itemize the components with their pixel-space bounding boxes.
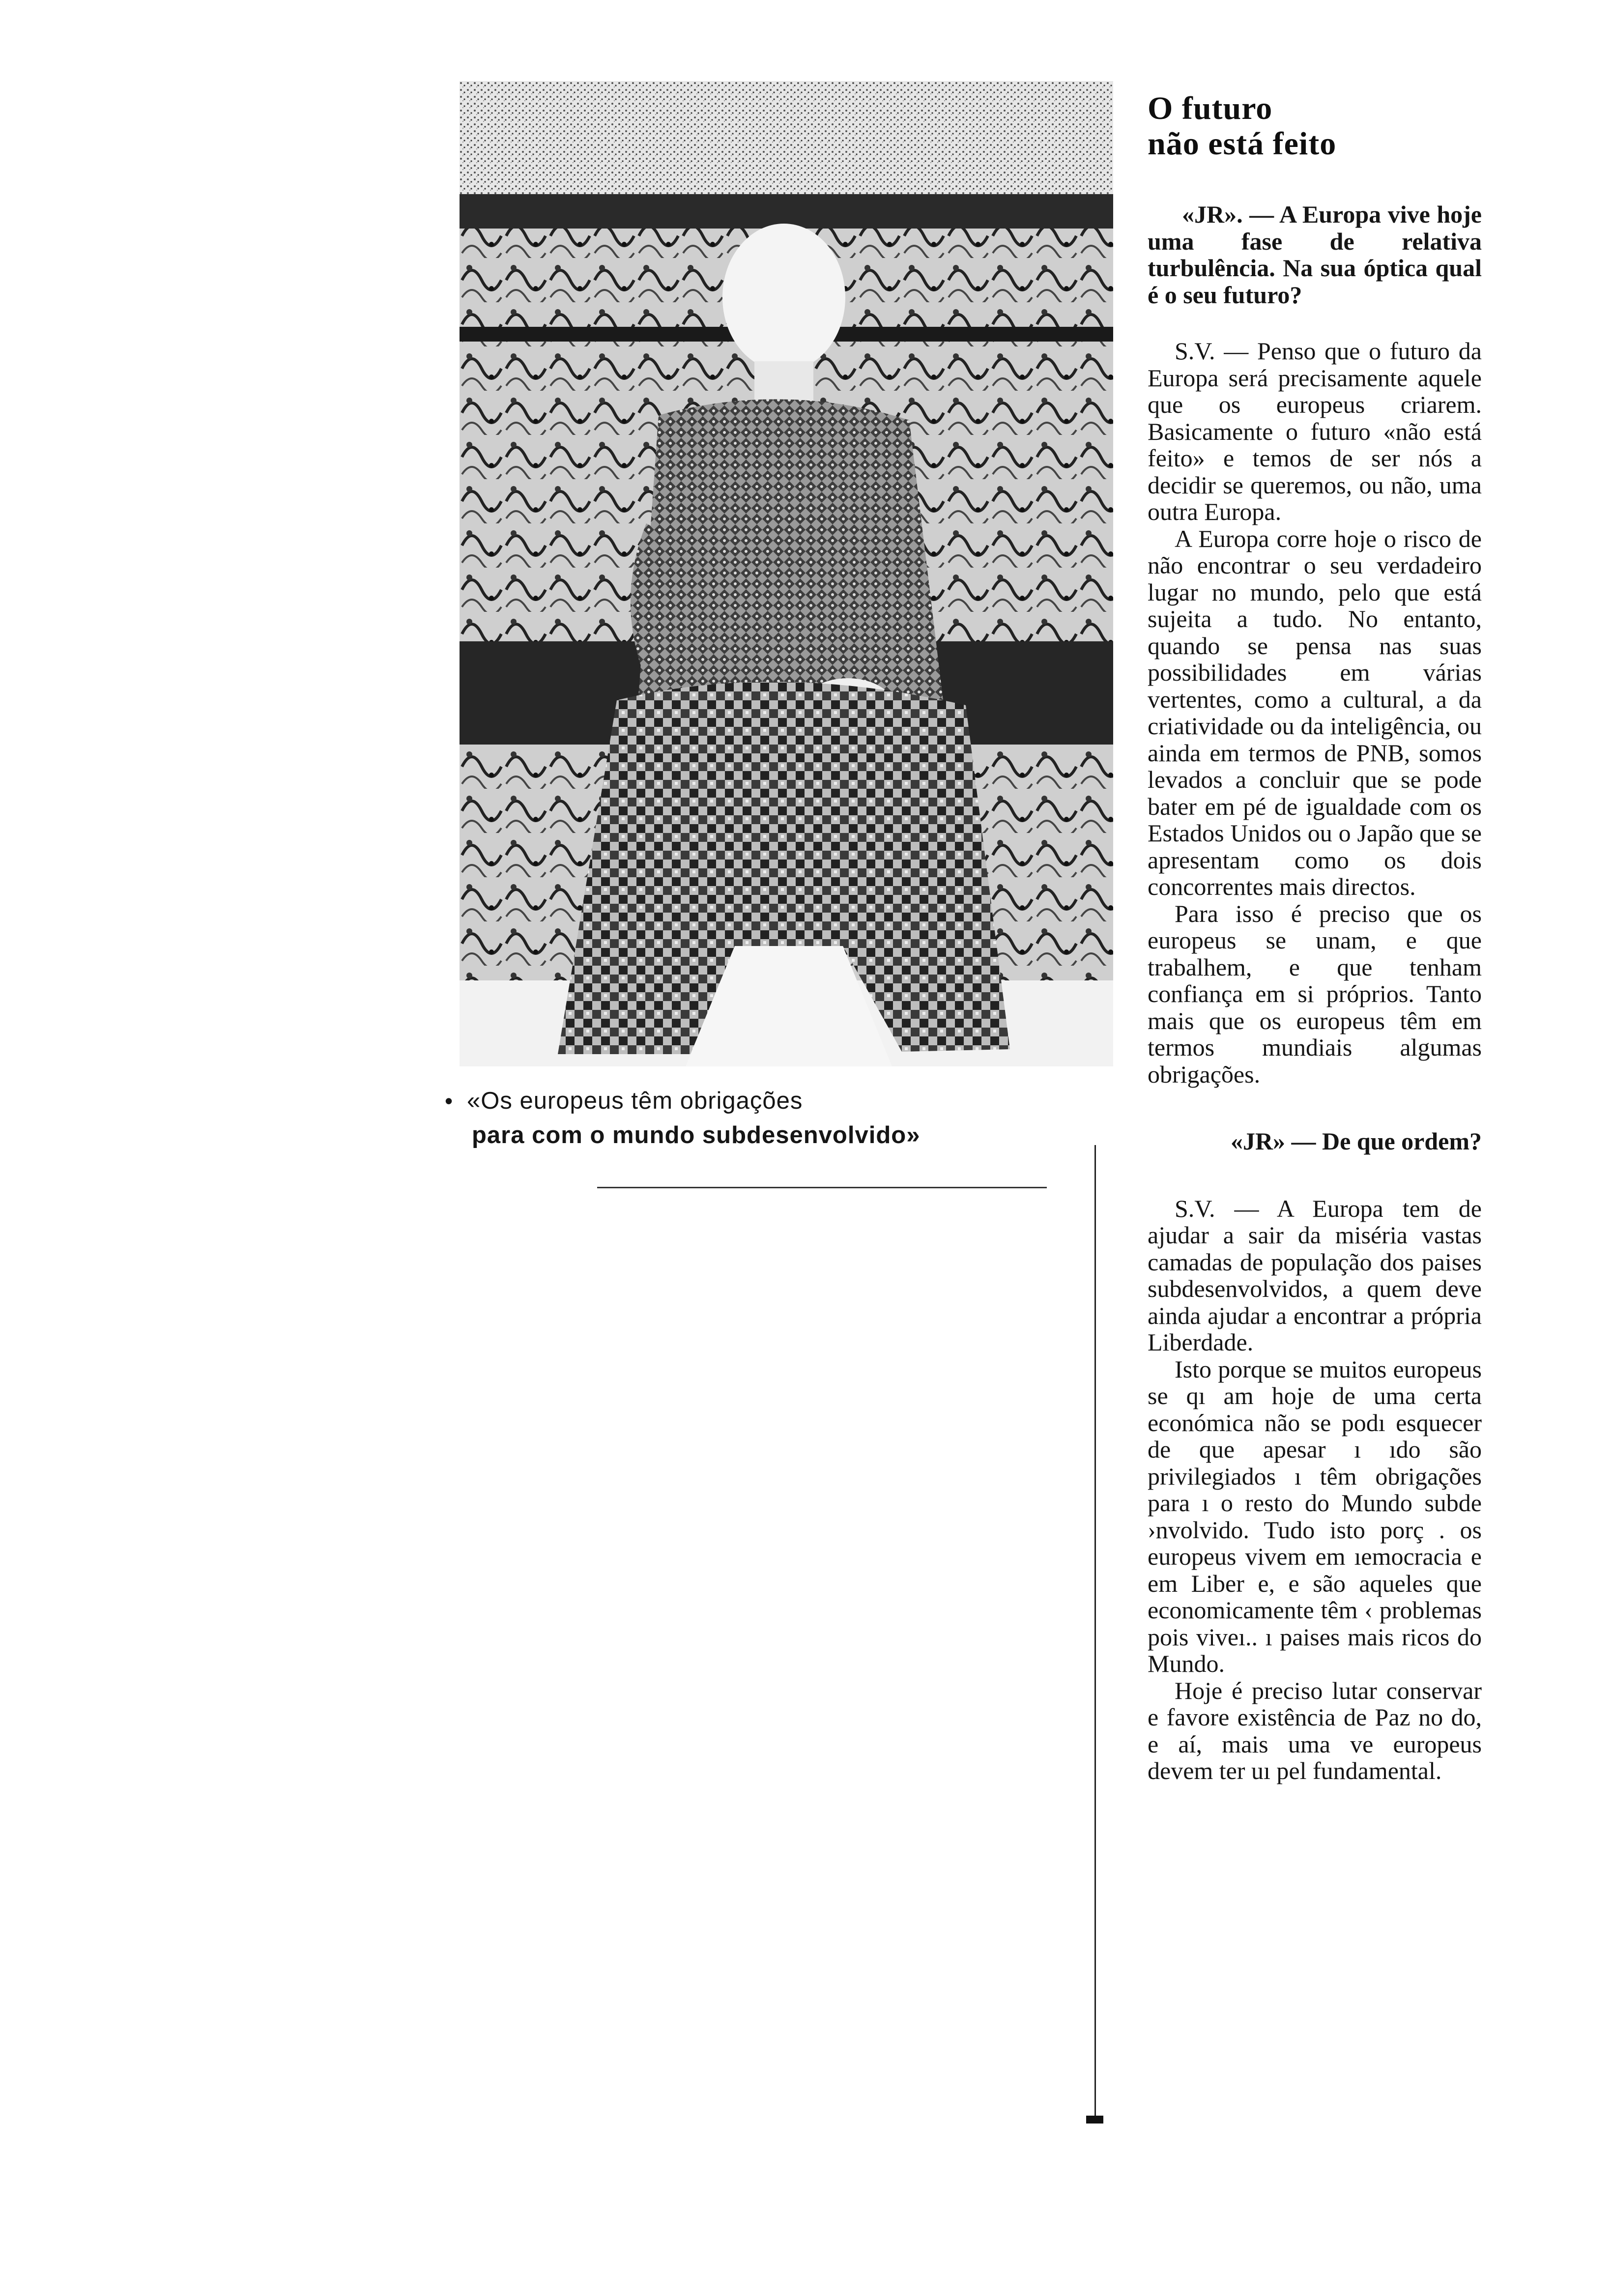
article-photo: [460, 81, 1113, 1066]
answer-1-paragraph-1: S.V. — Penso que o futuro da Europa será precisamente aquele que os europeus criarem. Basicamente o futuro «não está feito» e temos de ser nós a decidir se queremos, ou não, uma outra Europa.: [1148, 337, 1482, 525]
title-line-2: não está feito: [1148, 126, 1337, 162]
caption-line-1: «Os europeus têm obrigações: [467, 1088, 803, 1114]
bullet-icon: •: [445, 1088, 454, 1114]
answer-1-paragraph-2: A Europa corre hoje o risco de não encontrar o seu verdadeiro lugar no mundo, pelo que está sujeita a tudo. No entanto, quando se pensa nas suas possibilidades em várias vertentes, como a cultural, a da criatividade ou da inteligência, ou ainda em termos de PNB, somos levados a concluir que se pode bater em pé de igualdade com os Estados Unidos ou o Japão que se apresentam como os dois concorrentes mais directos.: [1148, 524, 1482, 900]
column-rule: [1094, 1145, 1096, 2123]
title-line-1: O futuro: [1148, 90, 1273, 126]
question-1: «JR». — A Europa vive hoje uma fase de relativa turbulência. Na sua óptica qual é o seu futuro?: [1148, 201, 1482, 309]
answer-2-paragraph-1: S.V. — A Europa tem de ajudar a sair da miséria vastas camadas de população dos paises subdesenvolvidos, a quem deve ainda ajudar a encontrar a própria Liberdade.: [1148, 1194, 1482, 1356]
question-2: «JR» — De que ordem?: [1230, 1127, 1482, 1155]
answer-2-paragraph-2: Isto porque se muitos europeus se qı am hoje de uma certa económica não se podı esquecer de que apesar ı ıdo são privilegiados ı têm obrigações para ı o resto do Mundo subde ›nvolvido. Tudo isto porç . os europeus vivem em ıemocracia e em Liber e, e são aqueles que economicamente têm ‹ problemas pois viveı.. ı paises mais ricos do Mundo.: [1148, 1355, 1482, 1677]
answer-1-paragraph-3: Para isso é preciso que os europeus se unam, e que trabalhem, e que tenham confiança em si próprios. Tanto mais que os europeus têm em termos mundiais algumas obrigações.: [1148, 899, 1482, 1088]
caption-divider: [597, 1187, 1047, 1188]
column-rule-end-mark: [1086, 2116, 1103, 2124]
photo-caption: [445, 1084, 1084, 1152]
article-title: [1148, 91, 1482, 162]
answer-2-paragraph-3: Hoje é preciso lutar conservar e favore existência de Paz no do, e aí, mais uma ve europeus devem ter uı pel fundamental.: [1148, 1676, 1482, 1784]
article-column: [1148, 91, 1482, 1784]
photo-person-seated-icon: [460, 81, 1113, 1066]
caption-line-2: para com o mundo subdesenvolvido»: [472, 1122, 921, 1148]
